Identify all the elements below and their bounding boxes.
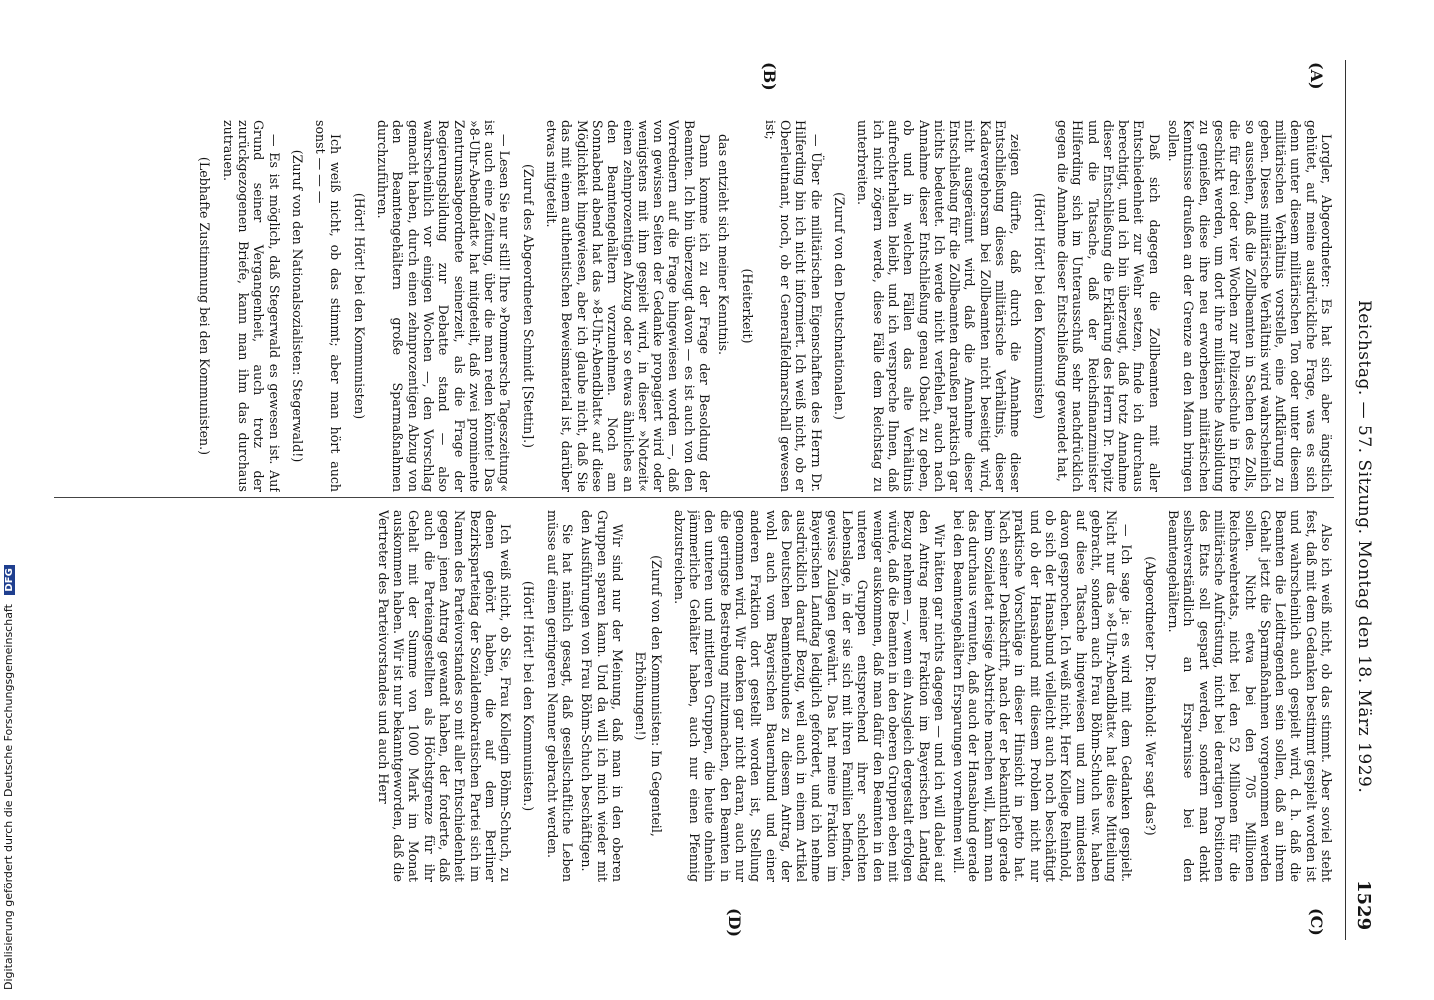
paragraph: zeigen dürfte, daß durch die Annahme dieser Entschließung dieses militärische Verhältnis, dieser Kadavergehorsam bei Zollbeamten nicht beseitigt wird, nicht ausgeräumt wird, daß die Annahme dieser Entschließung für die Zollbeamten draußen praktisch gar nichts bedeutet. Ich werde nicht verfehlen, auch nach Annahme dieser Entschließung genau Obacht zu geben, ob und in welchen Fällen das alte Verhältnis aufrechterhalten bleibt, und ich verspreche Ihnen, daß ich nicht zögern werde, diese Fälle dem Reichstag zu unterbreiten. [855, 120, 1024, 492]
interjection: (Lebhafte Zustimmung bei den Kommunisten.) [197, 156, 213, 456]
interjection: (Abgeordneter Dr. Reinhold: Wer sagt das?) [1142, 556, 1158, 836]
paragraph: Wir hätten gar nichts dagegen — und ich will dabei auf den Antrag meiner Fraktion im Bayerischen Landtag Bezug nehmen —, wenn ein Ausgleich dergestalt erfolgen würde, daß die Beamten in den oberen Gruppen eben mit weniger auskommen, daß man dafür den Beamten in den unteren Gruppen entsprechend ihrer schlechten Lebenslage, in der sie sich mit ihren Familien befinden, gewisse Zulagen gewährt. Das hat meine Fraktion im Bayerischen Landtag lediglich gefordert, und ich nehme ausdrücklich darauf Bezug, weil auch in einem Artikel des Deutschen Beamtenbundes zu diesem Antrag, der wohl auch vom Bayerischen Bauernbund und einer anderen Fraktion dort gestellt worden ist, Stellung genommen wird. Wir denken gar nicht daran, auch nur die geringste Bestrebung mitzumachen, den Beamten in den unteren und mittleren Gruppen, die heute ohnehin jämmerliche Gehälter haben, auch nur einen Pfennig abzustreichen. [671, 510, 947, 882]
paragraph: das entzieht sich meiner Kenntnis. [716, 134, 732, 356]
paragraph: Sie hat nämlich gesagt, daß gesellschaftliche Leben müsse auf einen geringeren Nenner gebracht werden. [544, 510, 576, 882]
column-separator [54, 497, 1334, 498]
paragraph: — Ich sage ja: es wird mit dem Gedanken gespielt. Nicht nur das »8-Uhr-Abendblatt« hat diese Mitteilung gebracht, sondern auch Frau Böhm-Schuch usw. haben auf diese Tatsache hingewiesen und zum mindesten davon gesprochen. Ich weiß nicht, Herr Kollege Reinhold, ob sich der Hansabund vielleicht auch noch beschäftigt und ob der Hansabund mit diesem Problem nicht nur praktische Vorschläge in dieser Hinsicht in petto hat. Nach seiner Denkschrift, nach der er bekanntlich gerade beim Sozialetat riesige Abstriche machen will, kann man das durchaus vermuten, daß auch der Hansabund gerade bei den Beamtengehältern Ersparungen vornehmen will. [951, 510, 1135, 882]
digitization-credit [2, 10, 18, 990]
credit-text: Digitalisierung gefördert durch die Deutsche Forschungsgemeinschaft [2, 604, 15, 990]
marker-a: (A) [1307, 62, 1326, 90]
paragraph: Daß sich dagegen die Zollbeamten mit aller Entschiedenheit zur Wehr setzen, finde ich durchaus berechtigt, und ich bin überzeugt, daß trotz Annahme dieser Entschließung die Erklärung des Herrn Dr. Popitz und die Tatsache, daß der Reichsfinanzminister Hilferding sich im Unterausschuß sehr nachdrücklich gegen die Annahme dieser Entschließung gewendet hat, [1054, 120, 1162, 492]
interjection: (Zuruf von den Kommunisten: Im Gegenteil, Erhöhungen!) [633, 555, 664, 837]
paragraph: Ich weiß nicht, ob Sie, Frau Kollegin Böhm-Schuch, zu denen gehört haben, die auf dem Berliner Bezirksparteitag der Sozialdemokratischen Partei sich im Namen des Parteivorstandes so mit aller Entschiedenheit gegen jenen Antrag gewandt haben, der forderte, daß auch die Parteiangestellten als Höchstgrenze für ihr Gehalt mit der Summe von 1000 Mark im Monat auskommen haben. Wir ist nur bekanntgeworden, daß die Vertreter des Parteivorstandes und auch Herr [375, 510, 514, 882]
dfg-logo-icon: DFG [4, 565, 15, 594]
paragraph: — Es ist möglich, daß Stegerwald es gewesen ist. Auf Grund seiner Vergangenheit, auch trotz der zurückgezogenen Briefe, kann man ihm das durchaus zutrauen. [220, 120, 282, 492]
paragraph: — Über die militärischen Eigenschaften des Herrn Dr. Hilferding bin ich nicht informiert. Ich weiß nicht, ob er Oberleutnant, noch, ob er Generalfeldmarschall gewesen ist; [762, 120, 824, 492]
marker-c: (C) [1307, 908, 1326, 936]
interjection: (Heiterkeit) [739, 268, 755, 344]
marker-b: (B) [760, 62, 779, 91]
paragraph: — Lesen Sie nur still! Ihre »Pommersche Tageszeitung« ist auch eine Zeitung, über die man reden könnte! Das »8-Uhr-Abendblatt« hat mitgeteilt, daß zwei prominente Zentrumsabgeordnete seinerzeit, als die Frage der Regierungsbildung zur Debatte stand — also wahrscheinlich vor einigen Wochen —, den Vorschlag gemacht haben, durch einen zehnprozentigen Abzug von den Beamtengehältern große Sparmaßnahmen durchzuführen. [375, 120, 513, 492]
header-rule [1345, 60, 1346, 940]
page-number: 1529 [1353, 880, 1374, 931]
interjection: (Hört! Hört! bei den Kommunisten) [1031, 192, 1047, 420]
interjection: (Zuruf des Abgeordneten Schmidt [Stettin].) [520, 163, 536, 449]
paragraph: Lorgler, Abgeordneter: Es hat sich aber ängstlich gehütet, auf meine ausdrückliche Frage, was es sich denn unter diesem militärischen Ton oder unter diesem militärischen Verhältnis vorstelle, eine Aufklärung zu geben. Dieses militärische Verhältnis wird wahrscheinlich so aussehen, daß die Zollbeamten in Sachen des Zolls, die für drei oder vier Wochen zur Polizeischule in Eiche geschickt werden, um dort ihre militärische Ausbildung zu genießen, diese ihre neu erworbenen militärischen Kenntnisse draußen an der Grenze an den Mann bringen sollen. [1166, 120, 1334, 492]
interjection: (Zuruf von den Nationalsozialisten: Stegerwald!) [289, 149, 305, 463]
running-head-title: Reichstag. — 57. Sitzung. Montag den 18. März 1929. [1354, 300, 1374, 794]
left-text-column [54, 120, 1334, 492]
paragraph: Wir sind nur der Meinung, daß man in den oberen Gruppen sparen kann. Und da will ich mich wieder mit den Ausführungen von Frau Böhm-Schuch beschäftigen. [579, 510, 625, 882]
interjection: (Zuruf von den Deutschnationalen.) [832, 192, 848, 420]
paragraph: Dann komme ich zu der Frage der Besoldung der Beamten. Ich bin überzeugt davon — es ist auch von den Vorrednern auf die Frage hingewiesen worden —, daß von gewissen Seiten der Gedanke propagiert wird oder wenigstens mit ihm gespielt wird, in dieser »Notzeit« einen zehnprozentigen Abzug oder so etwas ähnliches an den Beamtengehältern vorzunehmen. Noch am Sonnabend abend hat das »8-Uhr-Abendblatt« auf diese Möglichkeit hingewiesen, aber ich glaube nicht, daß Sie das mit einem authentischen Beweismaterial ist, darüber etwas mitgeteilt. [544, 120, 713, 492]
interjection: (Hört! Hört! bei den Kommunisten) [351, 192, 367, 420]
interjection: (Hört! Hört! bei den Kommunisten.) [521, 580, 537, 812]
paragraph: Also ich weiß nicht, ob das stimmt. Aber soviel steht fest, daß mit dem Gedanken bestimmt gespielt worden ist und wahrscheinlich auch gespielt wird, d. h. daß die Beamten die Leidtragenden sein sollen, daß an ihrem Gehalt jetzt die Sparmaßnahmen vorgenommen werden sollen. Nicht etwa bei den 705 Millionen Reichswehretats, nicht bei den 52 Millionen für die militärische Aufrüstung, nicht bei derartigen Positionen des Etats soll gespart werden, sondern man denkt selbstverständlich an Ersparnisse bei den Beamtengehältern. [1166, 510, 1334, 882]
marker-d: (D) [725, 908, 744, 938]
paragraph: Ich weiß nicht, ob das stimmt; aber man hört auch sonst — — — [313, 120, 344, 492]
right-text-column [54, 510, 1334, 882]
page-header [1334, 0, 1374, 1000]
